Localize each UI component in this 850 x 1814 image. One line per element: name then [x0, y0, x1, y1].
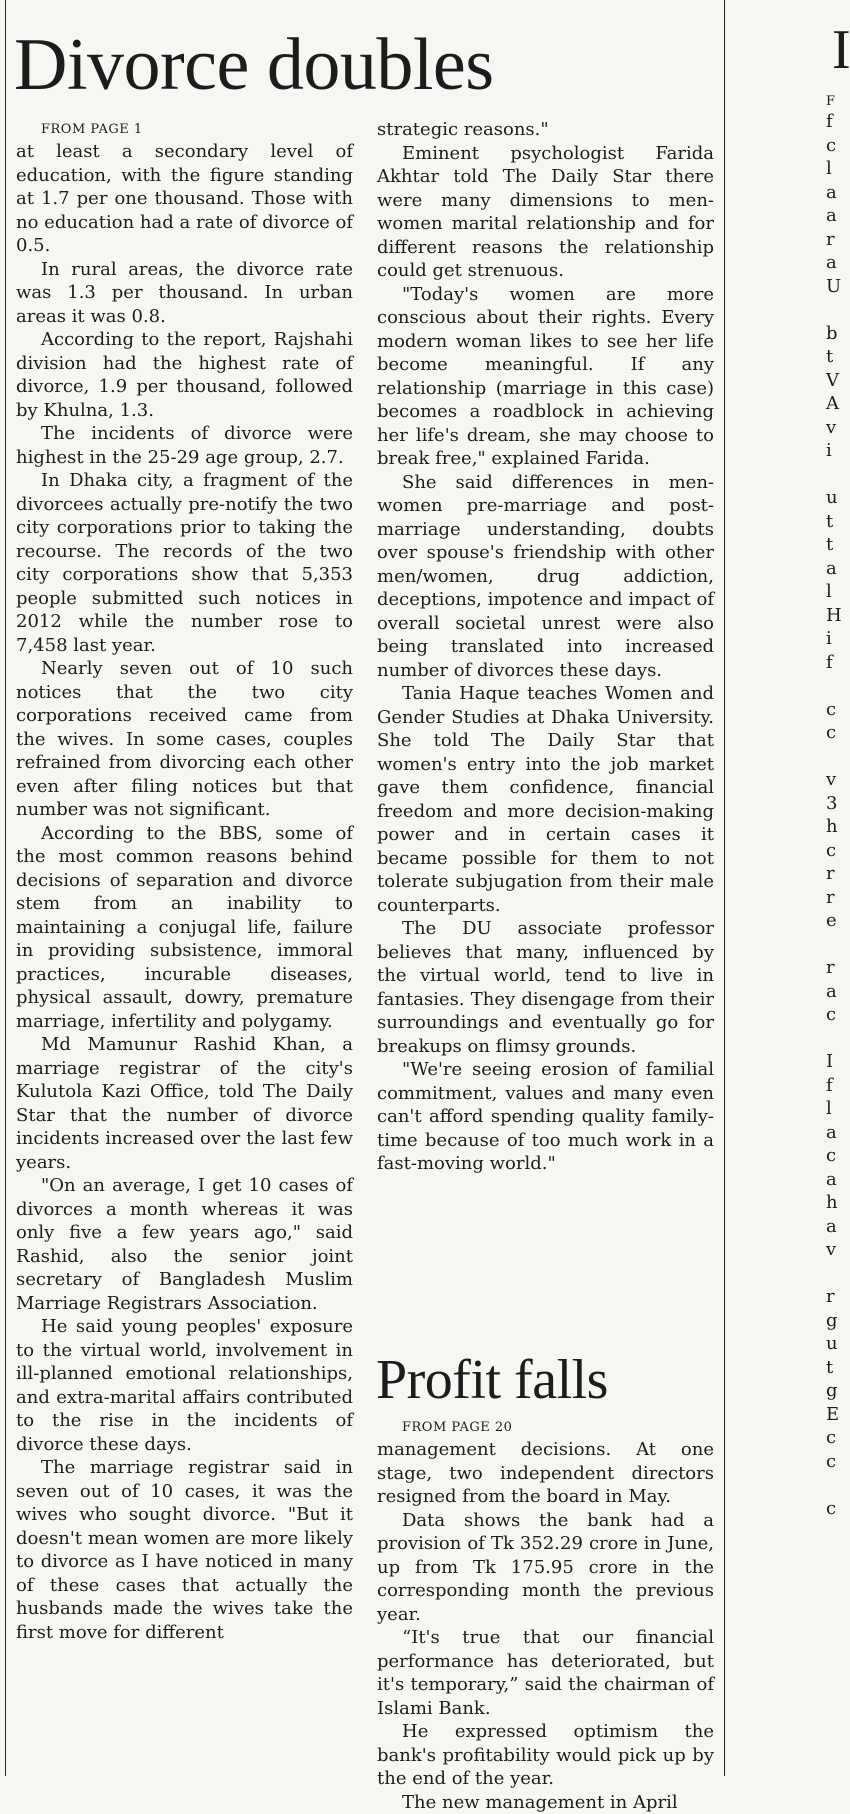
neighbor-line-fragment: v — [826, 1238, 841, 1262]
neighbor-line-fragment: g — [826, 1309, 841, 1333]
neighbor-line-fragment: u — [826, 1332, 841, 1356]
neighbor-line-fragment: v — [826, 416, 841, 440]
paragraph: "On an average, I get 10 cases of divorces a month whereas it was only five a few years ago," said Rashid, also the senior joint secretary of Bangladesh Muslim Marriage Registrars Association. — [16, 1174, 353, 1315]
from-page-kicker: FROM PAGE 20 — [377, 1418, 714, 1438]
paragraph: Eminent psychologist Farida Akhtar told The Daily Star there were many dimensions to men-women marital relationship and for different reasons the relationship could get strenuous. — [377, 142, 714, 283]
neighbor-line-fragment: b — [826, 322, 841, 346]
paragraph: at least a secondary level of education, with the figure standing at 1.7 per one thousand. Those with no education had a rate of divorce of 0.5. — [16, 140, 353, 258]
neighbor-line-fragment: f — [826, 110, 841, 134]
paragraph: In Dhaka city, a fragment of the divorcees actually pre-notify the two city corporations prior to taking the recourse. The records of the two city corporations show that 5,353 people submitted such notices in 2012 while the number rose to 7,458 last year. — [16, 469, 353, 657]
neighbor-line-fragment: c — [826, 1450, 841, 1474]
paragraph: The incidents of divorce were highest in the 25-29 age group, 2.7. — [16, 422, 353, 469]
neighbor-line-fragment: r — [826, 1285, 841, 1309]
neighbor-line-fragment: e — [826, 909, 841, 933]
neighbor-line-fragment — [826, 298, 841, 322]
neighbor-line-fragment: r — [826, 956, 841, 980]
neighbor-line-fragment: u — [826, 486, 841, 510]
neighbor-line-fragment — [826, 933, 841, 957]
paragraph: strategic reasons." — [377, 118, 714, 142]
neighbor-line-fragment — [826, 745, 841, 769]
neighbor-line-fragment: l — [826, 1097, 841, 1121]
neighbor-line-fragment: r — [826, 886, 841, 910]
paragraph: "Today's women are more conscious about their rights. Every modern woman likes to see her life become meaningful. If any relationship (marriage in this case) becomes a roadblock in achieving her life's dream, she may choose to break free," explained Farida. — [377, 283, 714, 471]
article-divorce-column-1 — [16, 120, 353, 1644]
neighbor-line-fragment: h — [826, 1191, 841, 1215]
paragraph: Md Mamunur Rashid Khan, a marriage registrar of the city's Kulutola Kazi Office, told The Daily Star that the number of divorce incidents increased over the last few years. — [16, 1033, 353, 1174]
neighbor-line-fragment: v — [826, 768, 841, 792]
neighbor-line-fragment — [826, 674, 841, 698]
paragraph: The DU associate professor believes that many, influenced by the virtual world, tend to live in fantasies. They disengage from their surroundings and eventually go for breakups on flimsy grounds. — [377, 917, 714, 1058]
article-divorce-column-2 — [377, 118, 714, 1176]
paragraph: In rural areas, the divorce rate was 1.3 per thousand. In urban areas it was 0.8. — [16, 258, 353, 329]
paragraph: He expressed optimism the bank's profitability would pick up by the end of the year. — [377, 1720, 714, 1791]
neighbor-line-fragment: U — [826, 275, 841, 299]
neighbor-line-fragment: 3 — [826, 792, 841, 816]
neighbor-line-fragment — [826, 1262, 841, 1286]
neighbor-line-fragment: i — [826, 439, 841, 463]
neighbor-line-fragment: l — [826, 580, 841, 604]
neighbor-line-fragment: c — [826, 1426, 841, 1450]
neighbor-line-fragment: c — [826, 134, 841, 158]
right-column-rule — [724, 0, 725, 1776]
neighbor-line-fragment: a — [826, 1215, 841, 1239]
neighbor-line-fragment: a — [826, 1121, 841, 1145]
neighbor-kicker-fragment: F — [826, 90, 841, 114]
neighbor-line-fragment: i — [826, 627, 841, 651]
neighbor-line-fragment — [826, 463, 841, 487]
paragraph: According to the report, Rajshahi division had the highest rate of divorce, 1.9 per thousand, followed by Khulna, 1.3. — [16, 328, 353, 422]
article-profit-falls — [377, 1418, 714, 1814]
headline-divorce-doubles: Divorce doubles — [14, 28, 494, 102]
neighbor-line-fragment: a — [826, 204, 841, 228]
paragraph: management decisions. At one stage, two independent directors resigned from the board in May. — [377, 1438, 714, 1509]
neighbor-line-fragment: c — [826, 1003, 841, 1027]
paragraph: According to the BBS, some of the most common reasons behind decisions of separation and divorce stem from an inability to maintaining a conjugal life, failure in providing subsistence, immoral practices, incurable diseases, physical assault, dowry, premature marriage, infertility and polygamy. — [16, 822, 353, 1034]
paragraph: He said young peoples' exposure to the virtual world, involvement in ill-planned emotional relationships, and extra-marital affairs contributed to the rise in the incidents of divorce these days. — [16, 1315, 353, 1456]
paragraph: Data shows the bank had a provision of Tk 352.29 crore in June, up from Tk 175.95 crore in the corresponding month the previous year. — [377, 1509, 714, 1627]
paragraph: She said differences in men-women pre-marriage and post-marriage understanding, doubts over spouse's friendship with other men/women, drug addiction, deceptions, impotence and impact of overall societal unrest were also being translated into increased number of divorces these days. — [377, 471, 714, 683]
paragraph: “It's true that our financial performance has deteriorated, but it's temporary,” said the chairman of Islami Bank. — [377, 1626, 714, 1720]
neighbor-line-fragment: H — [826, 604, 841, 628]
neighbor-line-fragment: I — [826, 1050, 841, 1074]
neighbor-line-fragment: f — [826, 651, 841, 675]
neighbor-line-fragment: t — [826, 533, 841, 557]
neighbor-line-fragment: A — [826, 392, 841, 416]
paragraph: The marriage registrar said in seven out of 10 cases, it was the wives who sought divorce. "But it doesn't mean women are more likely to divorce as I have noticed in many of these cases that actually the husbands made the wives take the first move for different — [16, 1456, 353, 1644]
neighbor-line-fragment: a — [826, 557, 841, 581]
neighbor-line-fragment: c — [826, 1497, 841, 1521]
neighbor-line-fragment: c — [826, 721, 841, 745]
left-column-rule — [5, 0, 6, 1776]
neighbor-line-fragment: f — [826, 1074, 841, 1098]
neighbor-line-fragment — [826, 1473, 841, 1497]
neighbor-line-fragment: c — [826, 698, 841, 722]
paragraph: "We're seeing erosion of familial commitment, values and many even can't afford spending quality family-time because of too much work in a fast-moving world." — [377, 1058, 714, 1176]
neighbor-line-fragment: r — [826, 862, 841, 886]
neighbor-line-fragment: V — [826, 369, 841, 393]
neighbor-column-lines — [826, 110, 841, 1520]
paragraph: Tania Haque teaches Women and Gender Studies at Dhaka University. She told The Daily Star that women's entry into the job market gave them confidence, financial freedom and more decision-making power and in certain cases it became possible for them to not tolerate subjugation from their male counterparts. — [377, 682, 714, 917]
neighbor-line-fragment: a — [826, 251, 841, 275]
neighbor-line-fragment: a — [826, 181, 841, 205]
neighbor-line-fragment: E — [826, 1403, 841, 1427]
neighbor-line-fragment: t — [826, 1356, 841, 1380]
neighbor-line-fragment: r — [826, 228, 841, 252]
neighbor-line-fragment: c — [826, 1144, 841, 1168]
neighbor-line-fragment: l — [826, 157, 841, 181]
paragraph: The new management in April — [377, 1791, 714, 1814]
neighbor-line-fragment: c — [826, 839, 841, 863]
neighbor-line-fragment — [826, 1027, 841, 1051]
neighbor-line-fragment: t — [826, 510, 841, 534]
neighbor-line-fragment: g — [826, 1379, 841, 1403]
paragraph: Nearly seven out of 10 such notices that the two city corporations received came from the wives. In some cases, couples refrained from divorcing each other even after filing notices but that number was not significant. — [16, 657, 353, 822]
headline-profit-falls: Profit falls — [376, 1352, 608, 1408]
neighbor-line-fragment: h — [826, 815, 841, 839]
from-page-kicker: FROM PAGE 1 — [16, 120, 353, 140]
neighbor-headline-fragment: I — [832, 22, 841, 78]
neighbor-line-fragment: a — [826, 980, 841, 1004]
neighbor-line-fragment: t — [826, 345, 841, 369]
neighbor-line-fragment: a — [826, 1168, 841, 1192]
